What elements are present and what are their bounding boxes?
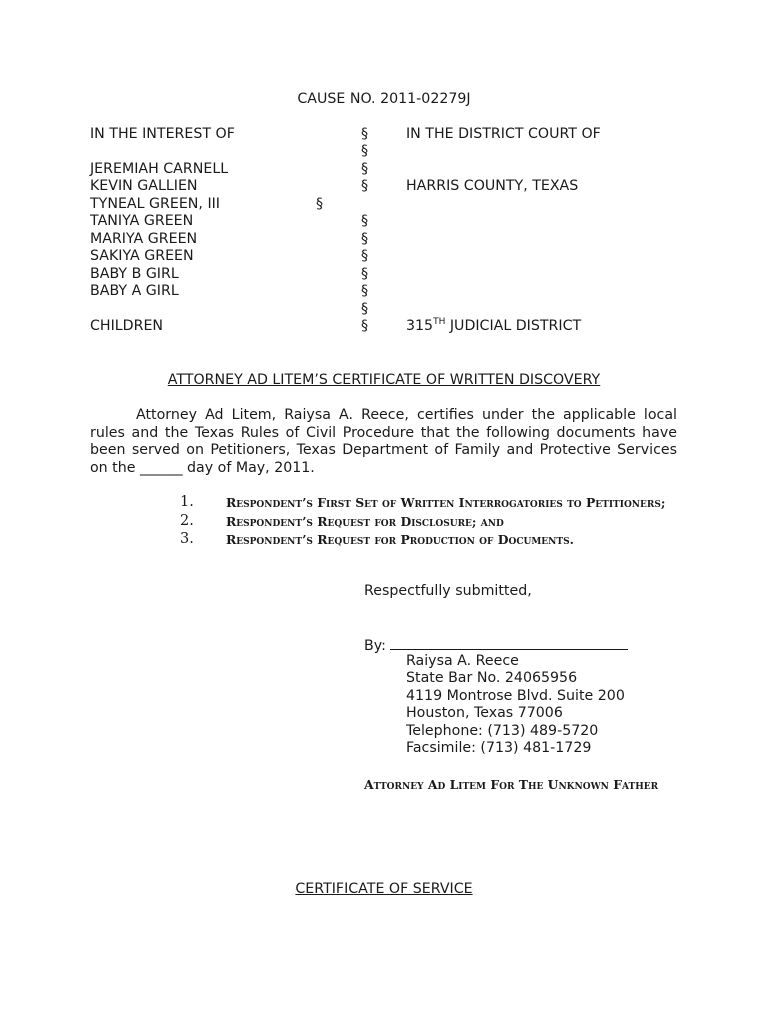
section-symbol: § (361, 213, 369, 229)
list-item (180, 513, 680, 532)
caption-county: HARRIS COUNTY, TEXAS (406, 178, 579, 194)
facsimile: Facsimile: (713) 481-1729 (406, 740, 592, 756)
attorney-role: Attorney Ad Litem For The Unknown Father (364, 777, 659, 792)
caption-child-name: BABY A GIRL (90, 283, 179, 299)
caption-court: IN THE DISTRICT COURT OF (406, 126, 601, 142)
section-symbol: § (361, 126, 369, 142)
caption-interest-line: IN THE INTEREST OF (90, 126, 235, 142)
list-item-text: Respondent’s First Set of Written Interrogatories to Petitioners; (226, 495, 666, 510)
signature-by (364, 635, 628, 655)
caption-child-name: BABY B GIRL (90, 266, 179, 282)
certification-paragraph: Attorney Ad Litem, Raiysa A. Reece, certifies under the applicable local rules and the Texas Rules of Civil Procedure that the following documents have been served on Petitioners, Texas Department of Family and Protective Services on the ______ day of May, 2011. (90, 407, 677, 476)
caption-child-name: MARIYA GREEN (90, 231, 198, 247)
cause-number: CAUSE NO. 2011-02279J (297, 91, 471, 107)
signature-line (390, 635, 628, 650)
caption-children-label: CHILDREN (90, 318, 164, 334)
caption-child-name: TANIYA GREEN (90, 213, 194, 229)
section-symbol: § (361, 161, 369, 177)
caption-child-name: JEREMIAH CARNELL (90, 161, 229, 177)
list-item-number: 1. (180, 494, 194, 510)
section-symbol: § (361, 283, 369, 299)
closing-text: Respectfully submitted, (364, 583, 532, 599)
list-item-number: 2. (180, 512, 194, 529)
caption-child-name: KEVIN GALLIEN (90, 178, 198, 194)
list-item-text: Respondent’s Request for Disclosure; and (226, 513, 504, 529)
district-ordinal: TH (433, 317, 446, 327)
section-symbol: § (361, 248, 369, 264)
certificate-heading: ATTORNEY AD LITEM’S CERTIFICATE OF WRITTEN DISCOVERY (167, 372, 601, 388)
caption-district (406, 318, 581, 335)
by-label: By: (364, 638, 386, 654)
bar-number: State Bar No. 24065956 (406, 670, 578, 686)
section-symbol: § (361, 143, 369, 159)
attorney-name: Raiysa A. Reece (406, 653, 519, 669)
served-documents-list (180, 494, 680, 550)
list-item (180, 531, 680, 550)
section-symbol: § (316, 196, 324, 212)
address-line-1: 4119 Montrose Blvd. Suite 200 (406, 688, 625, 704)
certificate-of-service-heading: CERTIFICATE OF SERVICE (295, 881, 473, 897)
section-symbol: § (361, 178, 369, 194)
district-label: JUDICIAL DISTRICT (445, 318, 582, 334)
list-item (180, 494, 680, 513)
section-symbol: § (361, 231, 369, 247)
section-symbol: § (361, 266, 369, 282)
district-number: 315 (406, 318, 434, 334)
list-item-text: Respondent’s Request for Production of Documents. (226, 532, 574, 547)
telephone: Telephone: (713) 489-5720 (406, 723, 599, 739)
list-item-number: 3. (180, 531, 194, 547)
caption-child-name: SAKIYA GREEN (90, 248, 194, 264)
section-symbol: § (361, 301, 369, 317)
section-symbol: § (361, 318, 369, 334)
address-line-2: Houston, Texas 77006 (406, 705, 563, 721)
caption-child-name: TYNEAL GREEN, III (90, 196, 220, 212)
